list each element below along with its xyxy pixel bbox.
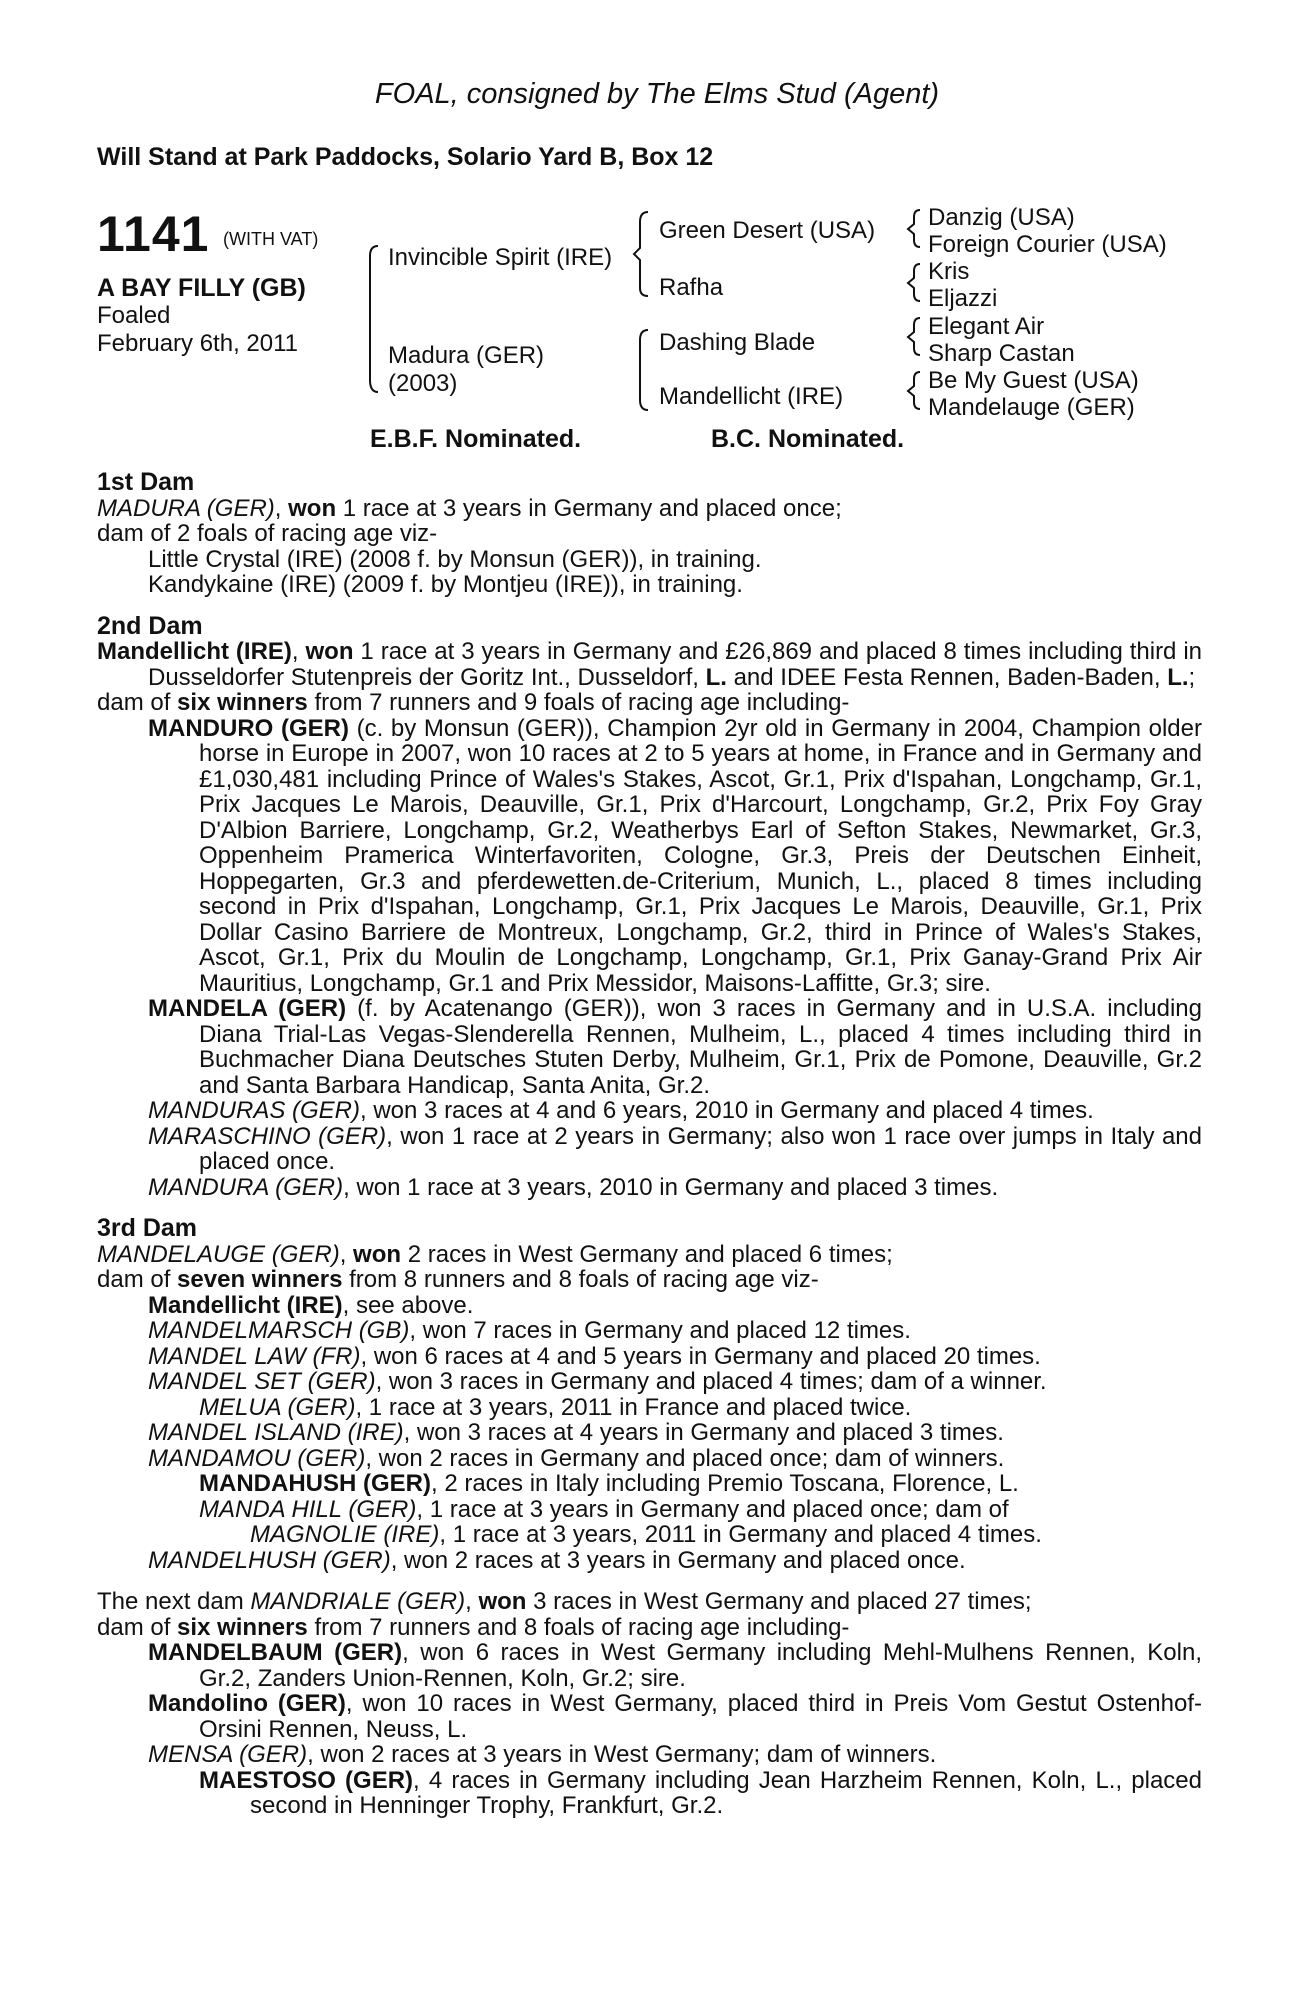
produce-manduro: MANDURO (GER) (c. by Monsun (GER)), Champion 2yr old in Germany in 2004, Champion older horse in Europe in 2007, won 10 races at 2 to 5 years at home, in France and in Germany and £1,030,481 including Prince of Wales's Stakes, Ascot, Gr.1, Prix d'Ispahan, Longchamp, Gr.1, Prix Jacques Le Marois, Deauville, Gr.1, Prix d'Harcourt, Longchamp, Gr.2, Prix Foy Gray D'Albion Barriere, Longchamp, Gr.2, Weatherbys Earl of Sefton Stakes, Newmarket, Gr.3, Oppenheim Pramerica Winterfavoriten, Cologne, Gr.3, Preis der Deutschen Einheit, Hoppegarten, Gr.3 and pferdewetten.de-Criterium, Munich, L., placed 8 times including second in Prix d'Ispahan, Longchamp, Gr.1, Prix Jacques Le Marois, Deauville, Gr.1, Prix Dollar Casino Barriere de Montreux, Longchamp, Gr.2, third in Prince of Wales's Stakes, Ascot, Gr.1, Prix du Moulin de Longchamp, Longchamp, Gr.1, Prix Ganay-Grand Prix Air Mauritius, Longchamp, Gr.1 and Prix Messidor, Maisons-Laffitte, Gr.3; sire. [148,714,1202,997]
bracket-main [370,246,378,392]
dam-dam-dam: Mandelauge (GER) [928,394,1135,421]
produce-kandykaine: Kandykaine (IRE) (2009 f. by Montjeu (IRE)), in training. [148,571,743,598]
dam-dam: Mandellicht (IRE) [659,383,844,410]
dam-sire-sire: Elegant Air [928,313,1045,340]
foaled-date: February 6th, 2011 [97,330,299,357]
bracket-dam [640,330,648,410]
first-dam-heading: 1st Dam [97,468,195,496]
produce-mandela: MANDELA (GER) (f. by Acatenango (GER)), won 3 races in Germany and in U.S.A. including Diana Trial-Las Vegas-Slenderella Rennen, Mulheim, L., placed 4 times including third in Buchmacher Diana Deutsches Stuten Derby, Mulheim, Gr.1, Prix de Pomone, Deauville, Gr.2 and Santa Barbara Handicap, Santa Anita, Gr.2. [148,995,1203,1099]
first-dam-line: MADURA (GER), won 1 race at 3 years in Germany and placed once; [97,494,842,522]
third-dam-produce-intro: dam of seven winners from 8 runners and 8 foals of racing age viz- [97,1266,819,1293]
second-dam-record: Mandellicht (IRE), won 1 race at 3 years in Germany and £26,869 and placed 8 times including third in Dusseldorfer Stutenpreis der Goritz Int., Dusseldorf, L. and IDEE Festa Rennen, Baden-Baden, L.; [97,638,1203,691]
sire-sire: Green Desert (USA) [659,217,876,244]
produce-mandel-set: MANDEL SET (GER), won 3 races in Germany and placed 4 times; dam of a winner. [148,1368,1047,1395]
produce-manduras: MANDURAS (GER), won 3 races at 4 and 6 years, 2010 in Germany and placed 4 times. [148,1097,1094,1124]
sire-sire-sire: Danzig (USA) [928,204,1075,231]
produce-mandahush: MANDAHUSH (GER), 2 races in Italy including Premio Toscana, Florence, L. [199,1470,1019,1497]
bracket-sire [634,212,648,296]
first-dam-produce-intro: dam of 2 foals of racing age viz- [97,520,438,547]
produce-mandelmarsch: MANDELMARSCH (GB), won 7 races in Germany and placed 12 times. [148,1317,911,1344]
dam-dam-sire: Be My Guest (USA) [928,367,1139,394]
produce-mandelhush: MANDELHUSH (GER), won 2 races at 3 years in Germany and placed once. [148,1546,966,1574]
produce-mandellicht: Mandellicht (IRE), see above. [148,1291,474,1319]
second-dam-heading: 2nd Dam [97,611,203,640]
stand-location: Will Stand at Park Paddocks, Solario Yard B, Box 12 [97,143,714,171]
lot-number: 1141 [97,206,210,262]
third-dam-heading: 3rd Dam [97,1214,198,1242]
bracket-ss [908,210,920,247]
dam-sire: Dashing Blade [659,329,816,356]
sire-dam: Rafha [659,274,724,301]
second-dam-produce-intro: dam of six winners from 7 runners and 9 foals of racing age including- [97,689,850,716]
sire-dam-dam: Eljazzi [928,285,998,312]
sire-name: Invincible Spirit (IRE) [388,244,613,271]
lot-title: A BAY FILLY (GB) [97,274,306,302]
produce-mandamou: MANDAMOU (GER), won 2 races in Germany and placed once; dam of winners. [148,1444,1005,1472]
produce-maraschino: MARASCHINO (GER), won 1 race at 2 years in Germany; also won 1 race over jumps in Italy and placed once. [148,1122,1202,1175]
produce-maestoso: MAESTOSO (GER), 4 races in Germany including Jean Harzheim Rennen, Koln, L., placed second in Henninger Trophy, Frankfurt, Gr.2. [199,1766,1202,1819]
next-dam-produce-intro: dam of six winners from 7 runners and 8 foals of racing age including- [97,1613,850,1641]
sire-dam-sire: Kris [928,258,970,285]
produce-mandelbaum: MANDELBAUM (GER), won 6 races in West Germany including Mehl-Mulhens Rennen, Koln, Gr.2, Zanders Union-Rennen, Koln, Gr.2; sire. [148,1639,1202,1692]
third-dam-record: MANDELAUGE (GER), won 2 races in West Germany and placed 6 times; [97,1240,893,1268]
dam-sire-dam: Sharp Castan [928,340,1075,367]
catalogue-body [97,470,1202,1819]
foaled-label: Foaled [97,302,171,329]
produce-melua: MELUA (GER), 1 race at 3 years, 2011 in France and placed twice. [199,1393,912,1421]
produce-mensa: MENSA (GER), won 2 races at 3 years in West Germany; dam of winners. [148,1741,937,1768]
next-dam-record: The next dam MANDRIALE (GER), won 3 races in West Germany and placed 27 times; [97,1588,1032,1615]
ebf-nominated: E.B.F. Nominated. [370,425,582,453]
produce-little-crystal: Little Crystal (IRE) (2008 f. by Monsun (GER)), in training. [148,545,762,573]
consignment-header: FOAL, consigned by The Elms Stud (Agent) [374,78,940,110]
produce-magnolie: MAGNOLIE (IRE), 1 race at 3 years, 2011 in Germany and placed 4 times. [250,1521,1042,1548]
bracket-sd [908,264,920,301]
sire-sire-dam: Foreign Courier (USA) [928,231,1167,258]
bracket-ds [908,318,920,355]
produce-mandel-island: MANDEL ISLAND (IRE), won 3 races at 4 years in Germany and placed 3 times. [148,1419,1004,1446]
produce-manda-hill: MANDA HILL (GER), 1 race at 3 years in Germany and placed once; dam of [199,1495,1009,1523]
bracket-dd [908,372,920,409]
produce-mandolino: Mandolino (GER), won 10 races in West Germany, placed third in Preis Vom Gestut Ostenhof-Orsini Rennen, Neuss, L. [148,1690,1203,1743]
dam-name: Madura (GER) [388,342,545,369]
bc-nominated: B.C. Nominated. [711,425,905,453]
produce-mandura: MANDURA (GER), won 1 race at 3 years, 2010 in Germany and placed 3 times. [148,1173,999,1201]
produce-mandel-law: MANDEL LAW (FR), won 6 races at 4 and 5 years in Germany and placed 20 times. [148,1342,1041,1370]
vat-label: (WITH VAT) [223,229,319,249]
dam-year: (2003) [388,370,458,397]
